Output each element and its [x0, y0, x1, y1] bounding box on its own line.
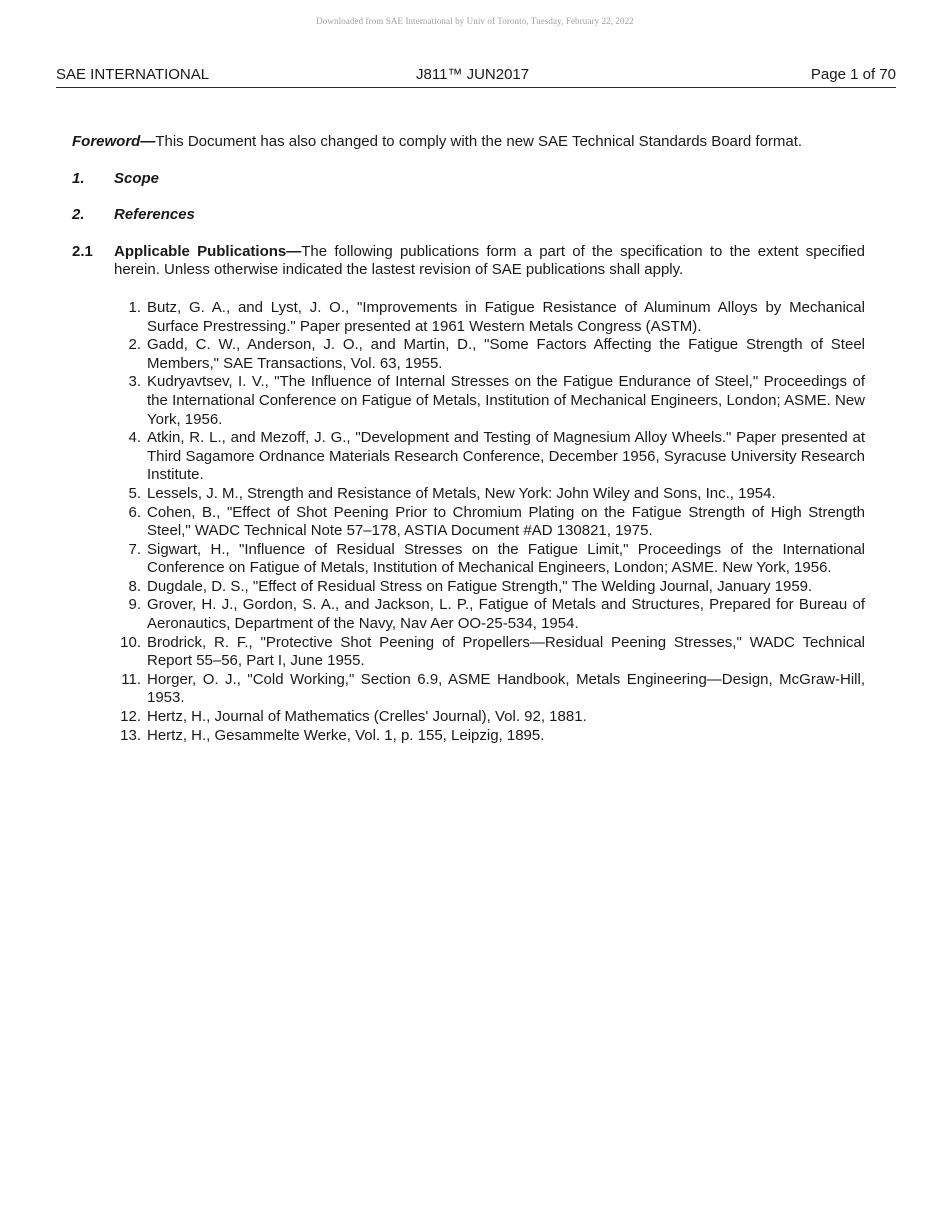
reference-number: 9.: [128, 596, 141, 614]
reference-text: Horger, O. J., "Cold Working," Section 6.9, ASME Handbook, Metals Engineering—Design, McGraw-Hill, 1953.: [147, 670, 865, 707]
reference-text: Atkin, R. L., and Mezoff, J. G., "Development and Testing of Magnesium Alloy Wheels." Paper presented at Third Sagamore Ordnance Materials Research Conference, December 1956, Syracuse University Research Institute.: [147, 429, 865, 484]
reference-number: 3.: [128, 373, 141, 391]
reference-item: [120, 633, 865, 671]
foreword-text: This Document has also changed to comply with the new SAE Technical Standards Board format.: [155, 133, 803, 150]
section-title: References: [114, 206, 195, 224]
subsection-body: [114, 243, 865, 280]
subsection-number: 2.1: [72, 242, 93, 260]
reference-number: 1.: [128, 298, 141, 316]
reference-item: [128, 503, 865, 541]
reference-number: 7.: [128, 540, 141, 558]
reference-number: 8.: [128, 577, 141, 595]
reference-number: 10.: [120, 633, 141, 651]
section-number: 2.: [72, 206, 85, 224]
reference-item: [128, 429, 865, 485]
reference-number: 12.: [120, 708, 141, 726]
reference-item: [128, 596, 865, 633]
reference-text: Dugdale, D. S., "Effect of Residual Stress on Fatigue Strength," The Welding Journal, January 1959.: [147, 577, 813, 595]
reference-item: [128, 298, 865, 336]
reference-text: Kudryavtsev, I. V., "The Influence of Internal Stresses on the Fatigue Endurance of Steel," Proceedings of the International Conference on Fatigue of Metals, Institution of Mechanical Engineers, London; ASME. New York, 1956.: [147, 373, 865, 428]
reference-item: [121, 670, 865, 708]
subsection-applicable-publications: [72, 243, 865, 280]
header-page-number: Page 1 of 70: [810, 66, 896, 83]
reference-text: Grover, H. J., Gordon, S. A., and Jackson, L. P., Fatigue of Metals and Structures, Prepared for Bureau of Aeronautics, Department of the Navy, Nav Aer OO-25-534, 1954.: [147, 596, 865, 633]
section-number: 1.: [72, 169, 85, 187]
foreword-paragraph: [72, 133, 865, 152]
foreword-label: Foreword—: [72, 133, 156, 150]
reference-text: Butz, G. A., and Lyst, J. O., "Improvements in Fatigue Resistance of Aluminum Alloys by Mechanical Surface Prestressing." Paper presented at 1961 Western Metals Congress (ASTM).: [147, 298, 865, 335]
reference-number: 6.: [128, 503, 141, 521]
reference-item: [128, 540, 865, 578]
reference-number: 4.: [128, 429, 141, 447]
reference-list: [72, 299, 865, 745]
reference-number: 5.: [128, 484, 141, 502]
reference-number: 13.: [120, 726, 141, 744]
reference-item: [120, 726, 865, 746]
reference-item: [128, 336, 865, 373]
reference-text: Gadd, C. W., Anderson, J. O., and Martin, D., "Some Factors Affecting the Fatigue Strength of Steel Members," SAE Transactions, Vol. 63, 1955.: [147, 336, 865, 372]
subsection-text: The following publications form a part of the specification to the extent specified herein. Unless otherwise indicated the lastest revision of SAE publications shall apply.: [114, 242, 865, 279]
reference-text: Hertz, H., Gesammelte Werke, Vol. 1, p. 155, Leipzig, 1895.: [147, 726, 545, 744]
reference-number: 2.: [128, 336, 141, 354]
document-body: [72, 133, 865, 745]
reference-number: 11.: [121, 670, 141, 688]
reference-text: Lessels, J. M., Strength and Resistance of Metals, New York: John Wiley and Sons, Inc., 1954.: [147, 484, 776, 502]
header-document-id: J811™ JUN2017: [416, 66, 530, 83]
section-heading-scope: [72, 170, 865, 189]
reference-text: Cohen, B., "Effect of Shot Peening Prior to Chromium Plating on the Fatigue Strength of High Strength Steel," WADC Technical Note 57–178, ASTIA Document #AD 130821, 1975.: [147, 503, 865, 540]
reference-text: Brodrick, R. F., "Protective Shot Peening of Propellers—Residual Peening Stresses," WADC Technical Report 55–56, Part I, June 1955.: [147, 633, 865, 670]
section-title: Scope: [114, 169, 160, 187]
section-heading-references: [72, 206, 865, 225]
subsection-title: Applicable Publications—: [114, 242, 302, 260]
reference-item: [120, 708, 865, 727]
reference-item: [128, 373, 865, 429]
header-organization: SAE INTERNATIONAL: [56, 66, 210, 83]
reference-item: [128, 577, 865, 597]
reference-item: [128, 484, 865, 504]
page-header: [56, 66, 896, 88]
download-watermark: Downloaded from SAE International by Univ of Toronto, Tuesday, February 22, 2022: [316, 16, 634, 26]
reference-text: Hertz, H., Journal of Mathematics (Crelles' Journal), Vol. 92, 1881.: [147, 708, 587, 726]
reference-text: Sigwart, H., "Influence of Residual Stresses on the Fatigue Limit," Proceedings of the International Conference on Fatigue of Metals, Institution of Mechanical Engineers, London; ASME. New York, 1956.: [147, 540, 865, 577]
